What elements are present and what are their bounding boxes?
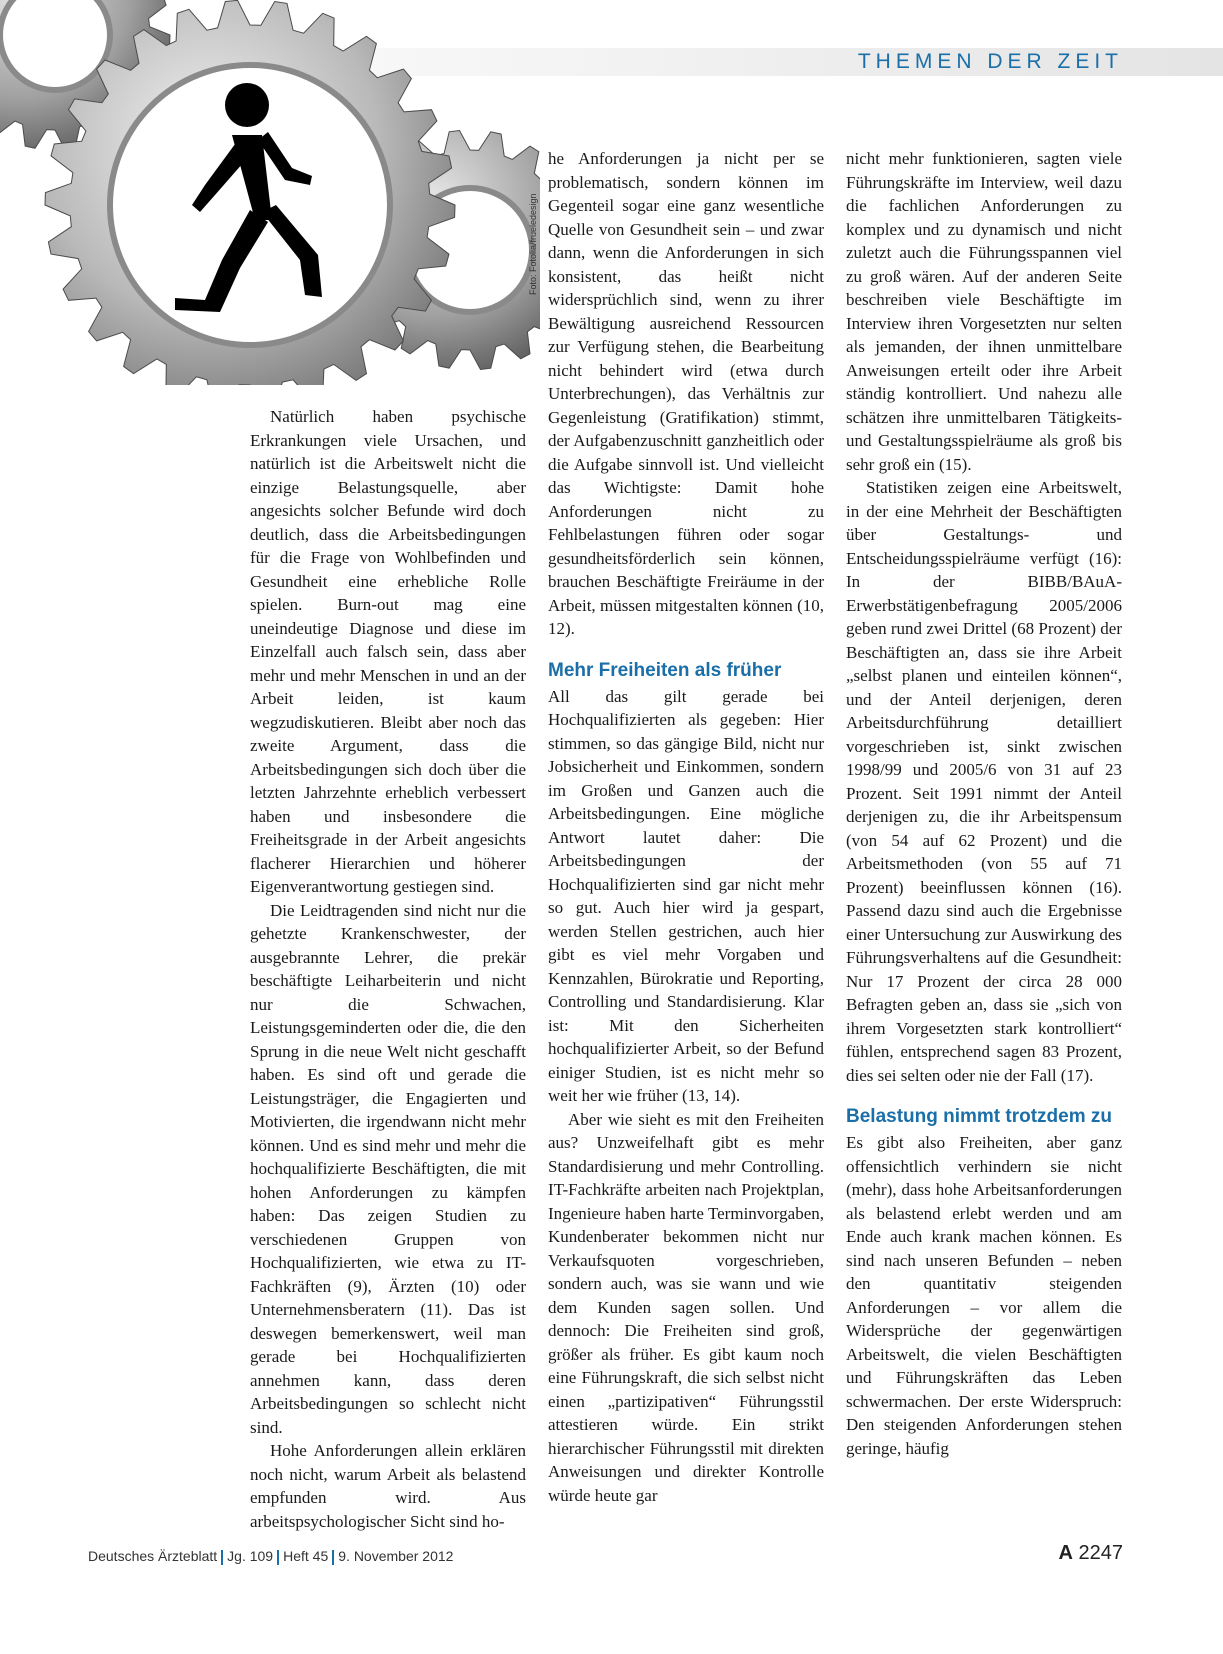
paragraph: he Anforderungen ja nicht per se problematisch, sondern können im Gegenteil sogar eine ganz wesentliche Quelle von Gesundheit sein – und zwar dann, wenn die Anforderungen in sich konsistent, das heißt nicht widersprüchlich sind, wenn zu ihrer Bewältigung ausreichend Ressourcen zur Verfügung stehen, die Bearbeitung nicht behindert wird (etwa durch Unterbrechungen), das Verhältnis zur Gegenleistung (Gratifikation) stimmt, der Aufgabenzuschnitt ganzheitlich oder die Aufgabe sinnvoll ist. Und vielleicht das Wichtigste: Damit hohe Anforderungen nicht zu Fehlbelastungen führen oder sogar gesundheitsförderlich sein können, brauchen Beschäftigte Freiräume in der Arbeit, müssen mitgestalten können (10, 12). <box>548 149 824 638</box>
journal-date: 9. November 2012 <box>338 1548 454 1564</box>
paragraph: Hohe Anforderungen allein erklären noch nicht, warum Arbeit als belastend empfunden wird. Aus arbeitspsychologischer Sicht sind ho- <box>250 1441 526 1531</box>
paragraph: Statistiken zeigen eine Arbeitswelt, in der eine Mehrheit der Beschäftigten über Gestaltungs- und Entscheidungsspielräume verfügt (16): In der BIBB/BAuA-Erwerbstätigenbefragung 2005/2006 geben rund zwei Drittel (68 Prozent) der Beschäftigten an, dass sie ihre Arbeit „selbst planen und einteilen können“, und der Anteil derjenigen, deren Arbeitsdurchführung detailliert vorgeschrieben ist, sinkt zwischen 1998/99 und 2005/6 von 31 auf 23 Prozent. Seit 1991 nimmt der Anteil derjenigen zu, die ihr Arbeitspensum (von 54 auf 62 Prozent) und die Arbeitsmethoden (von 55 auf 71 Prozent) beeinflussen können (16). Passend dazu sind auch die Ergebnisse einer Untersuchung zur Auswirkung des Führungsverhaltens auf die Gesundheit: Nur 17 Prozent der circa 28 000 Befragten geben an, dass sie „sich von ihrem Vorgesetzten stark kontrolliert“ fühlen, entsprechend sagen 83 Prozent, dies sei selten oder nie der Fall (17). <box>846 478 1122 1085</box>
page-number <box>1058 1542 1123 1565</box>
paragraph: Es gibt also Freiheiten, aber ganz offensichtlich verhindern sie nicht (mehr), dass hohe Arbeitsanforderungen als belastend erlebt werden und am Ende auch krank machen können. Es sind nach unseren Befunden – neben den quantitativ steigenden Anforderungen – vor allem die Widersprüche der gegenwärtigen Arbeitswelt, die vielen Beschäftigten und Führungskräften das Leben schwermachen. Der erste Widerspruch: Den steigenden Anforderungen stehen geringe, häufig <box>846 1133 1122 1458</box>
text-column-2 <box>548 147 824 1507</box>
footer-separator <box>277 1550 279 1565</box>
paragraph: Die Leidtragenden sind nicht nur die gehetzte Krankenschwester, der ausgebrannte Lehrer, die prekär beschäftigte Leiharbeiterin und nicht nur die Schwachen, Leistungsgeminderten oder die, die den Sprung in die neue Welt nicht geschafft haben. Es sind oft und gerade die Leistungsträger, die Engagierten und Motivierten, die irgendwann nicht mehr können. Und es sind mehr und mehr die hochqualifizierte Beschäftigten, die mit hohen Anforderungen zu kämpfen haben: Das zeigen Studien zu verschiedenen Gruppen von Hochqualifizierten, wie etwa zu IT-Fachkräften (9), Ärzten (10) oder Unternehmensberatern (11). Das ist deswegen bemerkenswert, weil man gerade bei Hochqualifizierten annehmen kann, dass deren Arbeitsbedingungen so schlecht nicht sind. <box>250 900 526 1437</box>
gears-illustration <box>0 0 540 385</box>
section-title: THEMEN DER ZEIT <box>857 50 1123 73</box>
photo-credit: Foto: Fotolia/frueledesign <box>528 193 538 295</box>
page-prefix: A <box>1058 1542 1073 1564</box>
text-column-3 <box>846 147 1122 1460</box>
footer <box>88 1548 453 1565</box>
journal-volume: Jg. 109 <box>227 1548 274 1564</box>
gear-hole <box>0 0 110 90</box>
gears-illustration-svg <box>0 0 540 385</box>
footer-separator <box>332 1550 334 1565</box>
gear-icon <box>0 0 540 385</box>
journal-name: Deutsches Ärzteblatt <box>88 1548 218 1564</box>
page-number-value: 2247 <box>1078 1542 1123 1564</box>
journal-issue: Heft 45 <box>283 1548 329 1564</box>
section-heading: Mehr Freiheiten als früher <box>548 659 782 681</box>
paragraph: All das gilt gerade bei Hochqualifizierten als gegeben: Hier stimmen, so das gängige Bild, nicht nur Jobsicherheit und Einkommen, sondern im Großen und Ganzen auch die Arbeitsbedingungen. Eine mögliche Antwort lautet daher: Die Arbeitsbedingungen der Hochqualifizierten sind gar nicht mehr so gut. Auch hier wird ja gespart, werden Stellen gestrichen, auch hier gibt es viel mehr Vorgaben und Kennzahlen, Bürokratie und Reporting, Controlling und Standardisierung. Klar ist: Mit den Sicherheiten hochqualifizierter Arbeit, so der Befund einiger Studien, ist es nicht mehr so weit her wie früher (13, 14). <box>548 686 824 1105</box>
footer-separator <box>221 1550 223 1565</box>
paragraph: Natürlich haben psychische Erkrankungen viele Ursachen, und natürlich ist die Arbeitswelt nicht die einzige Belastungsquelle, aber angesichts solcher Befunde wird doch deutlich, dass die Arbeitsbedingungen für die Frage von Wohlbefinden und Gesundheit eine erhebliche Rolle spielen. Burn-out mag eine uneindeutige Diagnose und diese im Einzelfall auch falsch sein, dass aber mehr und mehr Menschen in und an der Arbeit leiden, ist kaum wegzudiskutieren. Bleibt aber noch das zweite Argument, dass die Arbeitsbedingungen sich doch über die letzten Jahrzehnte erheblich verbessert haben und insbesondere die Freiheitsgrade in der Arbeit angesichts flacherer Hierarchien und höherer Eigenverantwortung gestiegen sind. <box>250 407 526 896</box>
paragraph: Aber wie sieht es mit den Freiheiten aus? Unzweifelhaft gibt es mehr Standardisierung und mehr Controlling. IT-Fachkräfte arbeiten nach Projektplan, Ingenieure haben harte Terminvorgaben, Kundenberater bekommen nicht nur Verkaufsquoten vorgeschrieben, sondern auch, was sie wann und wie dem Kunden sagen sollen. Und dennoch: Die Freiheiten sind groß, größer als früher. Es gibt kaum noch eine Führungskraft, die sich selbst nicht einen „partizipativen“ Führungsstil attestieren würde. Ein strikt hierarchischer Führungsstil mit direkten Anweisungen und direkter Kontrolle würde heute gar <box>548 1109 824 1505</box>
text-column-1 <box>250 405 526 1533</box>
section-heading: Belastung nimmt trotzdem zu <box>846 1106 1113 1127</box>
paragraph: nicht mehr funktionieren, sagten viele Führungskräfte im Interview, weil dazu die fachlichen Anforderungen zu komplex und zu dynamisch und nicht zuletzt auch die Führungsspannen viel zu groß wären. Auf der anderen Seite beschreiben viele Beschäftigte im Interview ihren Vorgesetzten nur selten als jemanden, der ihnen unmittelbare Anweisungen erteilt oder ihre Arbeit ständig kontrolliert. Und nahezu alle schätzen ihre unmittelbaren Tätigkeits- und Gestaltungsspielräume als groß bis sehr groß ein (15). <box>846 149 1122 474</box>
